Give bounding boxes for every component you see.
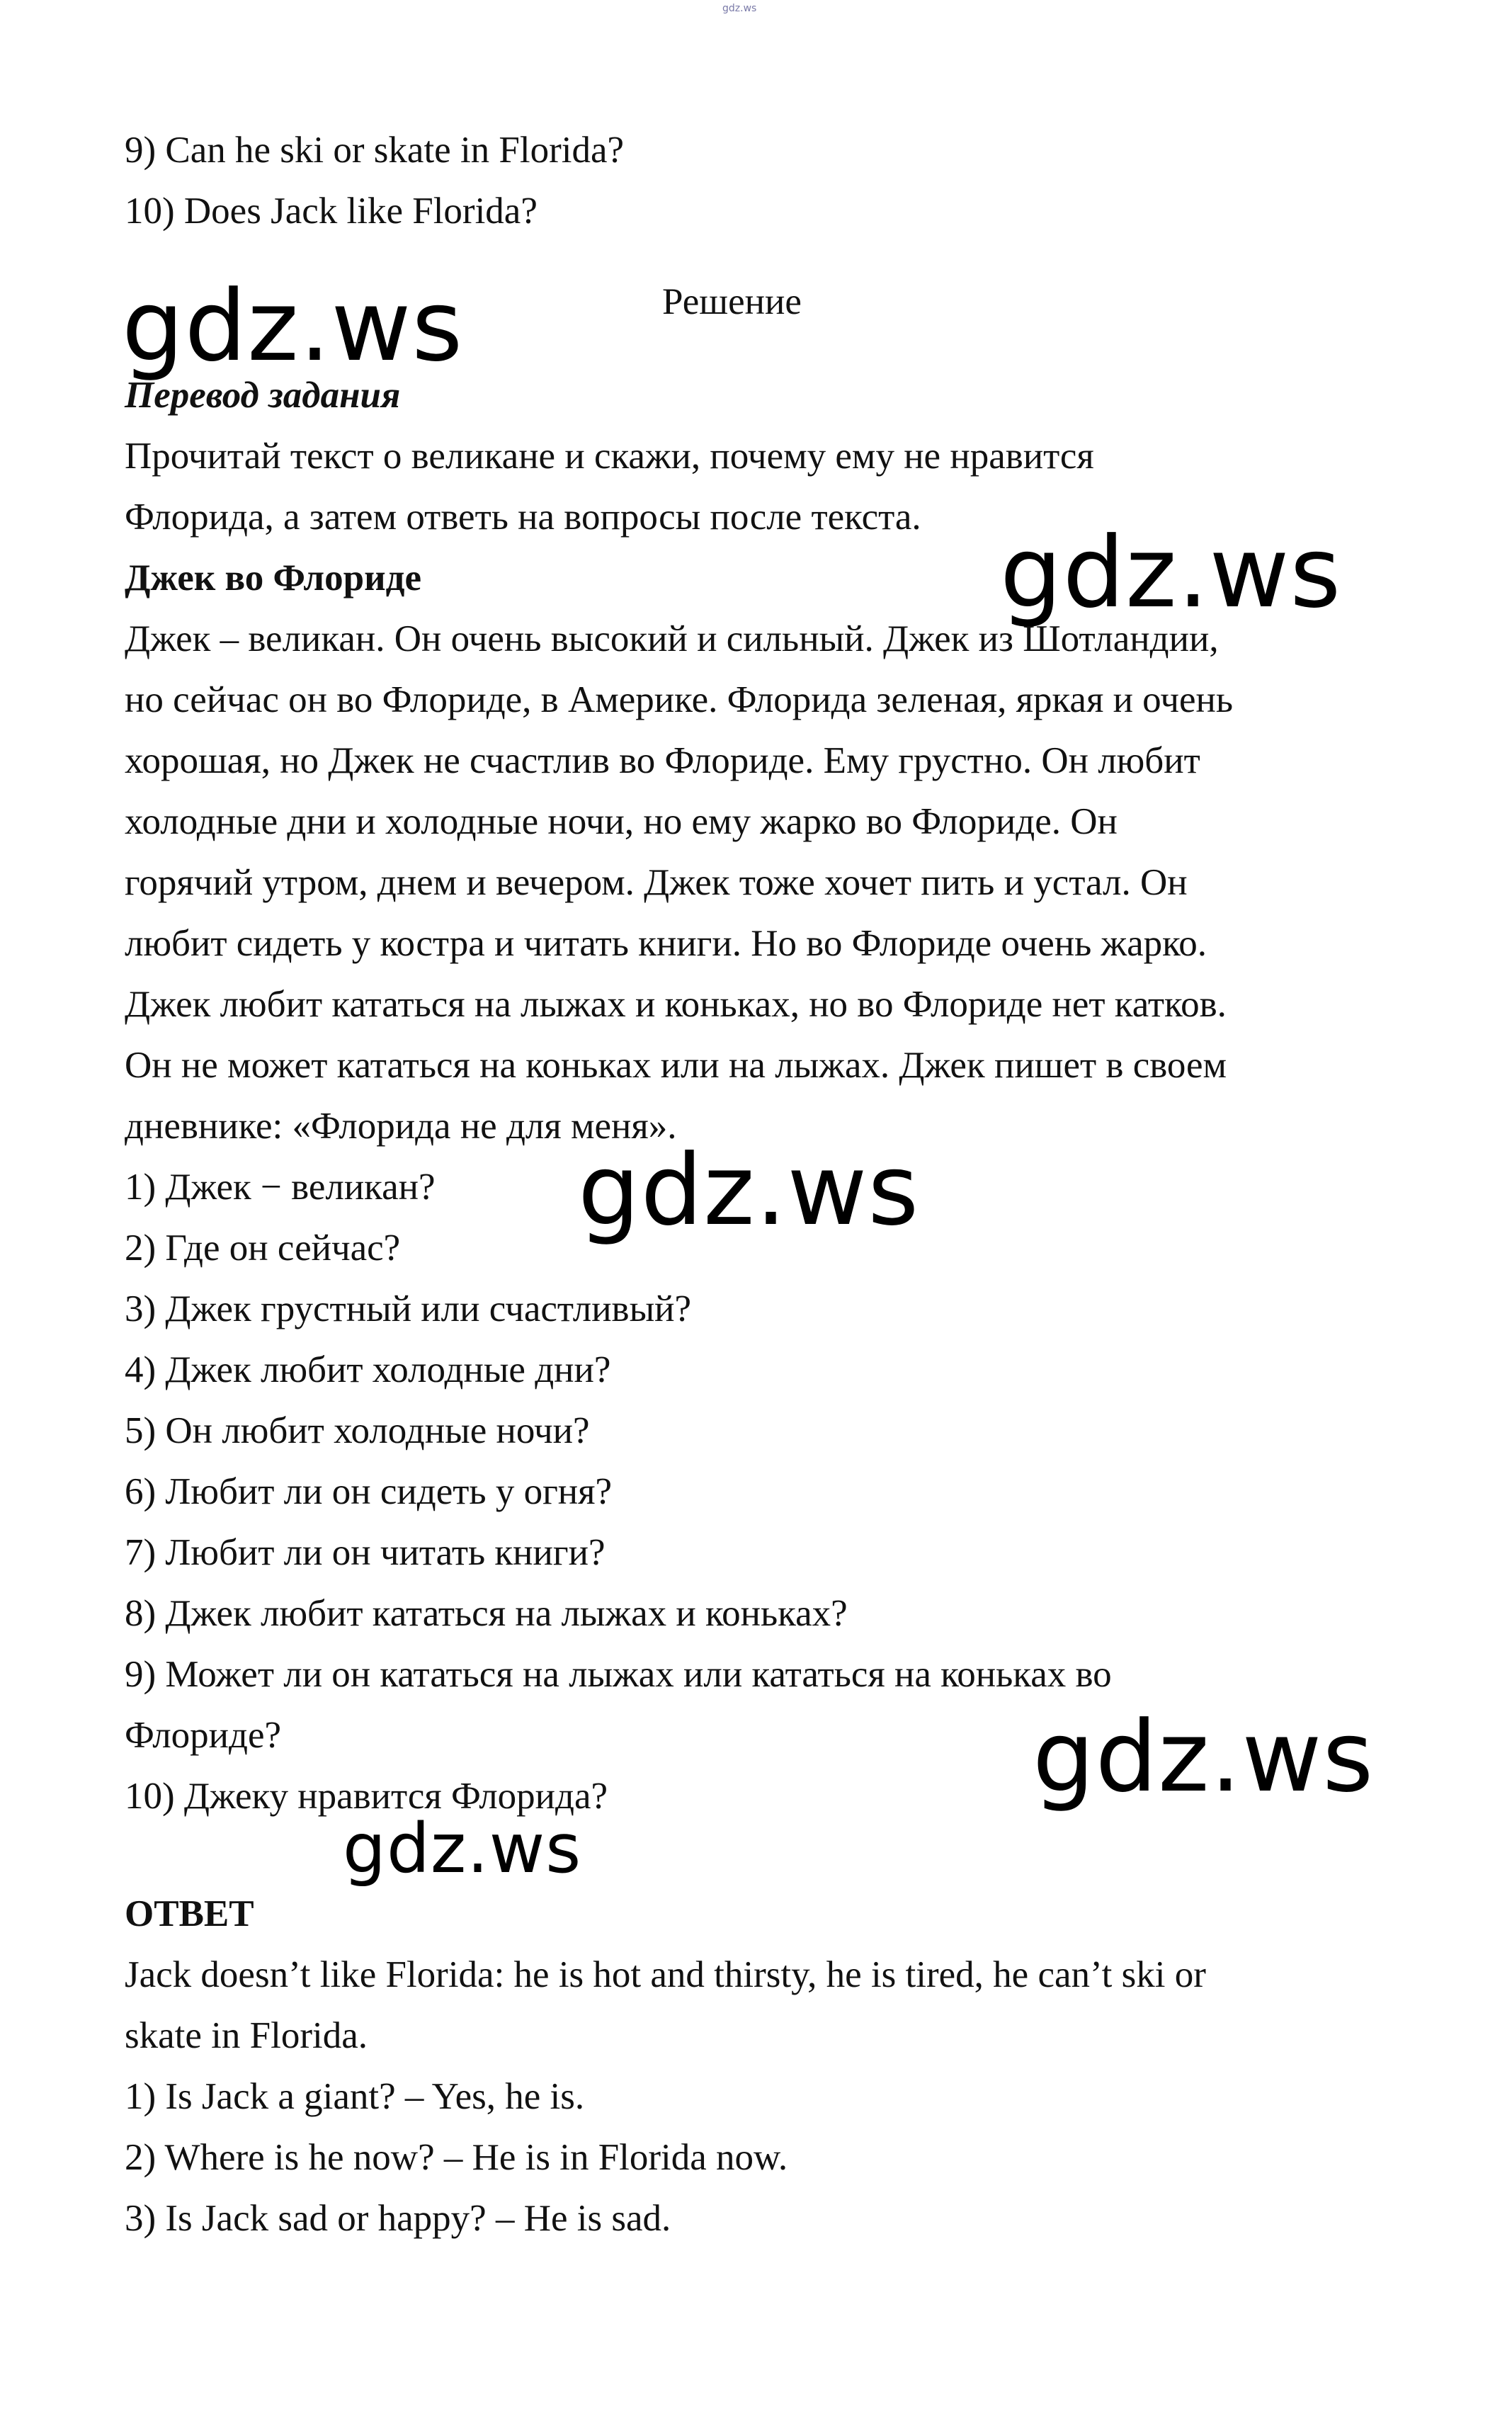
- story-line: горячий утром, днем и вечером. Джек тоже хочет пить и устал. Он: [125, 862, 1188, 903]
- question-ru-4: 4) Джек любит холодные дни?: [125, 1349, 611, 1390]
- story-line: дневнике: «Флорида не для меня».: [125, 1106, 677, 1147]
- instruction-line-1: Прочитай текст о великане и скажи, почему ему не нравится: [125, 436, 1094, 477]
- story-line: любит сидеть у костра и читать книги. Но во Флориде очень жарко.: [125, 923, 1207, 964]
- story-line: хорошая, но Джек не счастлив во Флориде. Ему грустно. Он любит: [125, 740, 1200, 781]
- watermark-logo: gdz.ws: [122, 269, 464, 383]
- question-ru-1: 1) Джек − великан?: [125, 1167, 436, 1208]
- watermark-logo: gdz.ws: [578, 1133, 920, 1247]
- answer-summary-line-1: Jack doesn’t like Florida: he is hot and thirsty, he is tired, he can’t ski or: [125, 1954, 1206, 1995]
- question-ru-5: 5) Он любит холодные ночи?: [125, 1410, 590, 1451]
- question-ru-9-cont: Флориде?: [125, 1715, 282, 1756]
- answer-3: 3) Is Jack sad or happy? – He is sad.: [125, 2198, 671, 2239]
- story-line: Джек – великан. Он очень высокий и сильный. Джек из Шотландии,: [125, 618, 1219, 659]
- question-en-10: 10) Does Jack like Florida?: [125, 191, 538, 232]
- instruction-line-2: Флорида, а затем ответь на вопросы после текста.: [125, 497, 921, 538]
- question-ru-8: 8) Джек любит кататься на лыжах и коньках?: [125, 1593, 848, 1634]
- watermark-logo: gdz.ws: [1000, 516, 1342, 630]
- question-en-9: 9) Can he ski or skate in Florida?: [125, 130, 625, 171]
- story-line: Он не может кататься на коньках или на лыжах. Джек пишет в своем: [125, 1045, 1227, 1086]
- watermark-logo: gdz.ws: [1033, 1700, 1375, 1814]
- story-line: но сейчас он во Флориде, в Америке. Флорида зеленая, яркая и очень: [125, 679, 1234, 720]
- story-line: холодные дни и холодные ночи, но ему жарко во Флориде. Он: [125, 801, 1118, 842]
- answer-2: 2) Where is he now? – He is in Florida now.: [125, 2137, 788, 2178]
- question-ru-6: 6) Любит ли он сидеть у огня?: [125, 1471, 613, 1512]
- answer-1: 1) Is Jack a giant? – Yes, he is.: [125, 2076, 585, 2117]
- question-ru-7: 7) Любит ли он читать книги?: [125, 1532, 606, 1573]
- story-title: Джек во Флориде: [125, 557, 421, 599]
- header-watermark: gdz.ws: [722, 3, 757, 14]
- question-ru-9: 9) Может ли он кататься на лыжах или кататься на коньках во: [125, 1654, 1112, 1695]
- translation-heading: Перевод задания: [125, 375, 401, 416]
- question-ru-3: 3) Джек грустный или счастливый?: [125, 1288, 692, 1329]
- answer-heading: ОТВЕТ: [125, 1893, 254, 1934]
- answer-summary-line-2: skate in Florida.: [125, 2015, 368, 2056]
- solution-label: Решение: [662, 281, 802, 322]
- question-ru-10: 10) Джеку нравится Флорида?: [125, 1776, 608, 1817]
- question-ru-2: 2) Где он сейчас?: [125, 1227, 401, 1269]
- watermark-logo: gdz.ws: [343, 1809, 582, 1888]
- story-line: Джек любит кататься на лыжах и коньках, но во Флориде нет катков.: [125, 984, 1227, 1025]
